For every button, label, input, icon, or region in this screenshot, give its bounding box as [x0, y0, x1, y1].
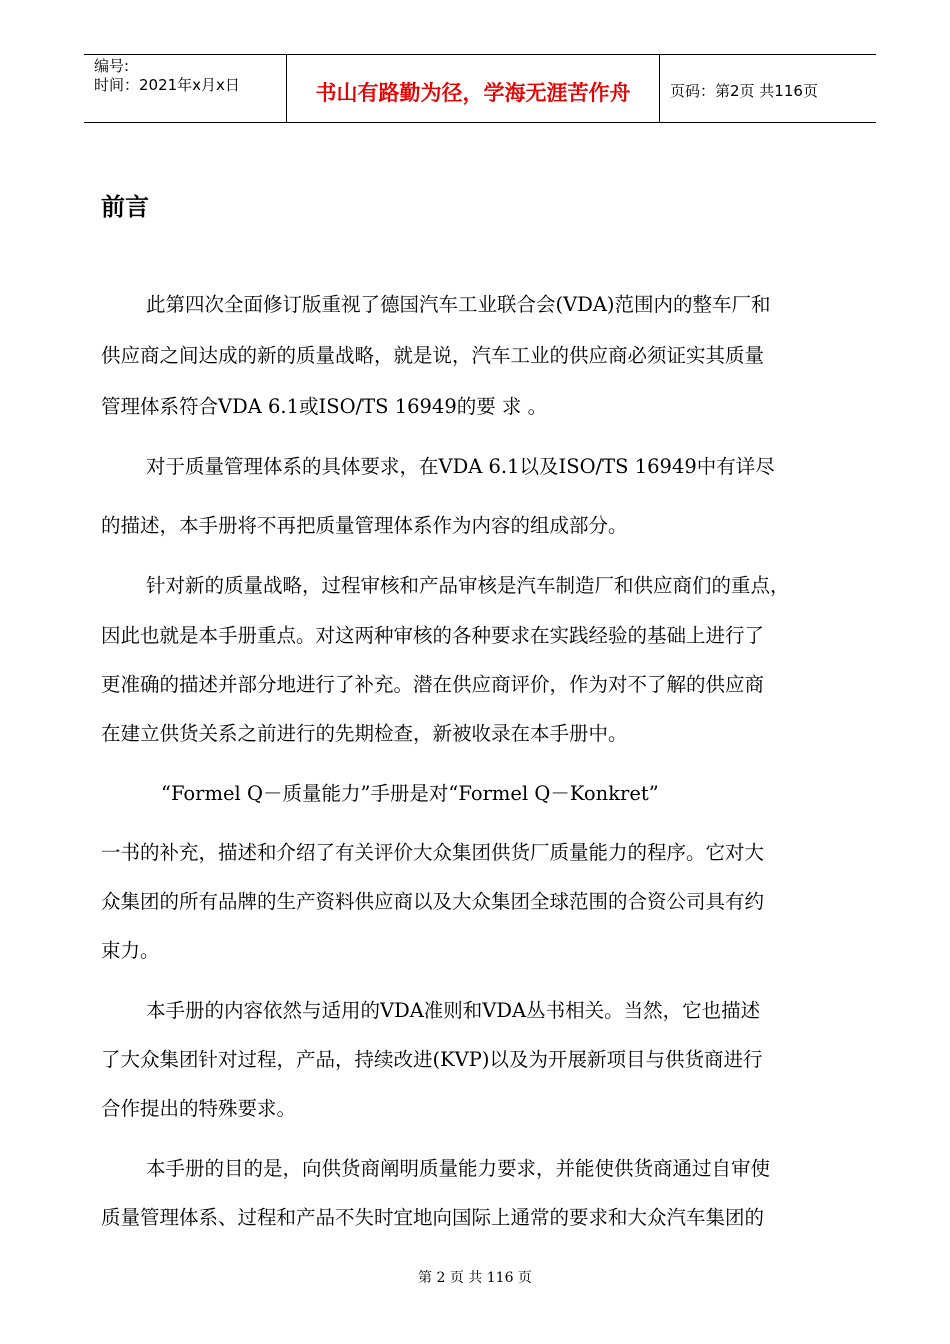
body-line: 本手册的内容依然与适用的VDA准则和VDA丛书相关。当然，它也描述: [146, 999, 761, 1022]
body-line: 束力。: [101, 939, 160, 962]
header-number-label: 编号:: [94, 57, 130, 75]
body-line: 质量管理体系、过程和产品不失时宜地向国际上通常的要求和大众汽车集团的: [101, 1206, 765, 1229]
body-line: 本手册的目的是，向供货商阐明质量能力要求，并能使供货商通过自审使: [146, 1157, 771, 1180]
header-page-info: 页码：第2页 共116页: [670, 82, 818, 100]
header-motto: 书山有路勤为径，学海无涯苦作舟: [315, 81, 631, 105]
body-line: 更准确的描述并部分地进行了补充。潜在供应商评价，作为对不了解的供应商: [101, 673, 765, 696]
body-line: 了大众集团针对过程，产品，持续改进(KVP)以及为开展新项目与供货商进行: [101, 1048, 763, 1071]
body-line: 的描述，本手册将不再把质量管理体系作为内容的组成部分。: [101, 514, 628, 537]
header-meta: [94, 57, 240, 95]
body-line: 众集团的所有品牌的生产资料供应商以及大众集团全球范围的合资公司具有约: [101, 890, 765, 913]
body-line: 在建立供货关系之前进行的先期检查，新被收录在本手册中。: [101, 722, 628, 745]
page-header: [84, 54, 876, 123]
header-time-label: 时间：2021年x月x日: [94, 76, 240, 94]
body-line: 合作提出的特殊要求。: [101, 1097, 297, 1120]
body-line: 供应商之间达成的新的质量战略，就是说，汽车工业的供应商必须证实其质量: [101, 344, 765, 367]
body-line: 一书的补充，描述和介绍了有关评价大众集团供货厂质量能力的程序。它对大: [101, 841, 765, 864]
body-line: 因此也就是本手册重点。对这两种审核的各种要求在实践经验的基础上进行了: [101, 624, 765, 647]
page-title: 前言: [101, 193, 149, 221]
body-line: 管理体系符合VDA 6.1或ISO/TS 16949的要 求 。: [101, 395, 548, 418]
body-line: “Formel Q－质量能力”手册是对“Formel Q－Konkret”: [161, 782, 659, 805]
body-line: 对于质量管理体系的具体要求，在VDA 6.1以及ISO/TS 16949中有详尽: [146, 455, 775, 478]
header-divider-right: [659, 55, 660, 122]
body-line: 此第四次全面修订版重视了德国汽车工业联合会(VDA)范围内的整车厂和: [146, 293, 771, 316]
page-footer: 第 2 页 共 116 页: [418, 1270, 532, 1286]
body-line: 针对新的质量战略，过程审核和产品审核是汽车制造厂和供应商们的重点，: [146, 574, 790, 597]
